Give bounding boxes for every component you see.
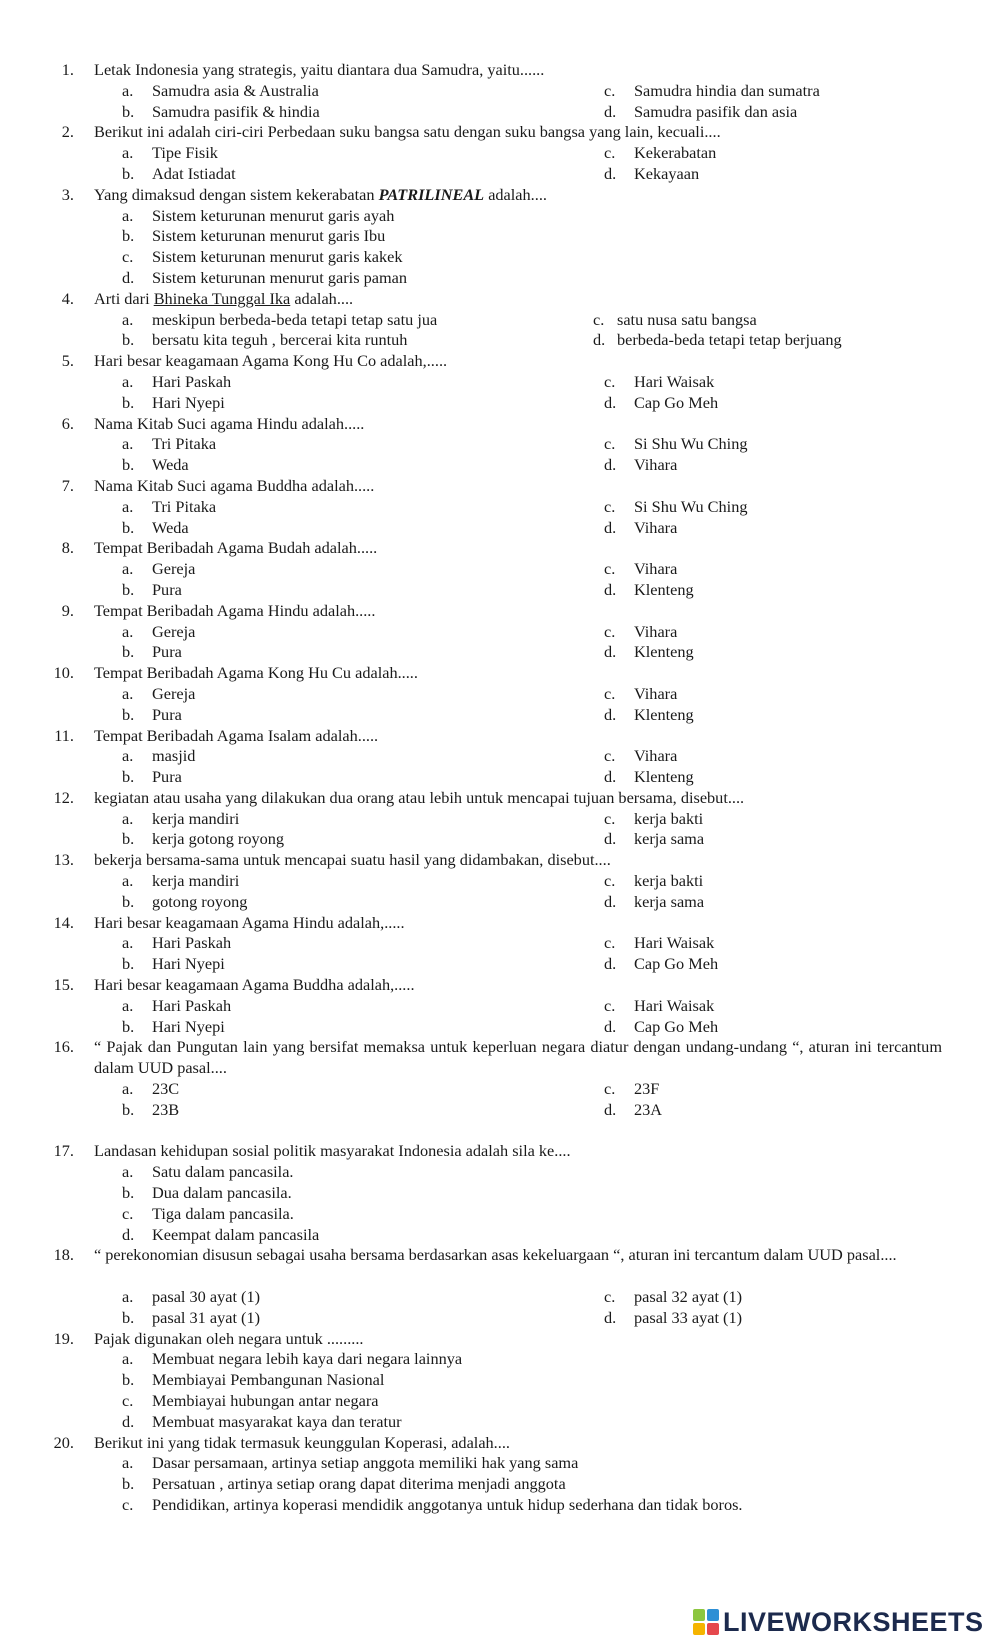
option-d[interactable]: 23A	[634, 1099, 663, 1119]
option-b[interactable]: Pura	[152, 704, 182, 724]
option-c[interactable]: Pendidikan, artinya koperasi mendidik anggotanya untuk hidup sederhana dan tidak boros.	[152, 1494, 743, 1514]
question-number: 15.	[53, 975, 74, 995]
worksheet-line	[0, 247, 1000, 268]
option-letter: b.	[122, 1474, 135, 1494]
option-b[interactable]: bersatu kita teguh , bercerai kita runtuh	[152, 330, 408, 350]
worksheet-line	[0, 1412, 1000, 1433]
option-a[interactable]: Gereja	[152, 621, 196, 641]
worksheet-line	[0, 226, 1000, 247]
option-a[interactable]: 23C	[152, 1079, 180, 1099]
option-letter: b.	[122, 1307, 135, 1327]
option-b[interactable]: gotong royong	[152, 891, 248, 911]
option-letter: a.	[122, 1453, 134, 1473]
question-14	[0, 913, 1000, 934]
option-c[interactable]: Vihara	[634, 559, 678, 579]
option-letter: d.	[604, 579, 617, 599]
liveworksheets-logo-icon	[693, 1609, 719, 1635]
question-number: 13.	[53, 850, 74, 870]
question-number: 18.	[53, 1245, 74, 1265]
worksheet-line	[0, 1162, 1000, 1183]
option-d[interactable]: Klenteng	[634, 704, 694, 724]
question-text: Nama Kitab Suci agama Hindu adalah.....	[94, 413, 365, 433]
worksheet-line	[0, 1121, 1000, 1142]
worksheet-line	[0, 1100, 1000, 1121]
option-a[interactable]: kerja mandiri	[152, 871, 240, 891]
worksheet-line	[0, 705, 1000, 726]
question-number: 3.	[61, 184, 74, 204]
option-c[interactable]: Hari Waisak	[634, 995, 715, 1015]
question-number: 4.	[61, 288, 74, 308]
option-d[interactable]: Klenteng	[634, 642, 694, 662]
option-letter: d.	[604, 642, 617, 662]
option-letter: b.	[122, 954, 135, 974]
question-text: Tempat Beribadah Agama Hindu adalah.....	[94, 600, 376, 620]
question-9	[0, 601, 1000, 622]
option-letter: d.	[604, 1016, 617, 1036]
option-letter: c.	[122, 247, 134, 267]
worksheet-line	[0, 1287, 1000, 1308]
question-13	[0, 850, 1000, 871]
option-a[interactable]: Membuat negara lebih kaya dari negara lainnya	[152, 1349, 463, 1369]
worksheet-line	[0, 892, 1000, 913]
question-2	[0, 122, 1000, 143]
worksheet-line	[0, 559, 1000, 580]
option-letter: d.	[122, 1224, 135, 1244]
option-letter: c.	[604, 683, 616, 703]
question-text: Hari besar keagamaan Agama Kong Hu Co adalah,.....	[94, 351, 448, 371]
worksheet-line	[0, 809, 1000, 830]
worksheet	[0, 60, 1000, 1516]
option-c[interactable]: Membiayai hubungan antar negara	[152, 1391, 379, 1410]
option-letter: b.	[122, 642, 135, 662]
option-letter: a.	[122, 559, 134, 579]
question-keyword: Bhineka Tunggal Ika	[153, 288, 291, 308]
option-letter: d.	[604, 704, 617, 724]
option-letter: a.	[122, 683, 134, 703]
option-letter: c.	[604, 871, 616, 891]
option-letter: b.	[122, 1016, 135, 1036]
option-c[interactable]: Vihara	[634, 683, 678, 703]
option-letter: b.	[122, 1183, 135, 1203]
question-19	[0, 1329, 1000, 1350]
worksheet-line	[0, 518, 1000, 539]
option-letter: b.	[122, 330, 135, 350]
worksheet-line	[0, 933, 1000, 954]
question-number: 5.	[61, 351, 74, 371]
question-number: 2.	[61, 122, 74, 142]
option-letter: d.	[122, 267, 135, 287]
option-a[interactable]: Tri Pitaka	[152, 434, 217, 454]
option-letter: a.	[122, 143, 134, 163]
option-c[interactable]: kerja bakti	[634, 871, 704, 891]
worksheet-line	[0, 954, 1000, 975]
question-text: “ perekonomian disusun sebagai usaha bersama berdasarkan asas kekeluargaan “, aturan ini tercantum dalam UUD pasal....	[94, 1245, 897, 1265]
question-6	[0, 414, 1000, 435]
option-c[interactable]: Hari Waisak	[634, 933, 715, 953]
question-number: 17.	[53, 1141, 74, 1161]
option-letter: b.	[122, 579, 135, 599]
question-number: 14.	[53, 912, 74, 932]
question-text: Nama Kitab Suci agama Buddha adalah.....	[94, 475, 375, 495]
worksheet-line	[0, 871, 1000, 892]
option-letter: a.	[122, 1162, 134, 1182]
option-letter: a.	[122, 1349, 134, 1369]
option-letter: b.	[122, 392, 135, 412]
option-letter: d.	[122, 1411, 135, 1431]
question-number: 9.	[61, 600, 74, 620]
worksheet-line	[0, 767, 1000, 788]
worksheet-line	[0, 1495, 1000, 1516]
option-c[interactable]: kerja bakti	[634, 808, 704, 828]
question-15	[0, 975, 1000, 996]
option-d[interactable]: Membuat masyarakat kaya dan teratur	[152, 1411, 402, 1431]
option-b[interactable]: pasal 31 ayat (1)	[152, 1307, 261, 1327]
option-a[interactable]: Hari Paskah	[152, 933, 232, 953]
question-5	[0, 351, 1000, 372]
option-letter: a.	[122, 371, 134, 391]
option-d[interactable]: Keempat dalam pancasila	[152, 1224, 320, 1244]
question-text	[94, 289, 942, 310]
question-20	[0, 1433, 1000, 1454]
option-d[interactable]: Cap Go Meh	[634, 392, 719, 412]
question-text: bekerja bersama-sama untuk mencapai suatu hasil yang didambakan, disebut....	[94, 850, 611, 870]
question-1	[0, 60, 1000, 81]
option-letter: b.	[122, 101, 135, 121]
option-letter: d.	[604, 954, 617, 974]
option-a[interactable]: Samudra asia & Australia	[152, 80, 319, 100]
option-c[interactable]: Sistem keturunan menurut garis kakek	[152, 247, 403, 267]
question-4	[0, 289, 1000, 310]
question-text: Tempat Beribadah Agama Budah adalah.....	[94, 538, 378, 558]
question-text: Tempat Beribadah Agama Isalam adalah.....	[94, 725, 379, 745]
worksheet-line	[0, 1017, 1000, 1038]
worksheet-line	[0, 1204, 1000, 1225]
option-b[interactable]: Dua dalam pancasila.	[152, 1183, 292, 1203]
question-text: Berikut ini adalah ciri-ciri Perbedaan suku bangsa satu dengan suku bangsa yang lain, kecuali....	[94, 122, 721, 142]
option-a[interactable]: Sistem keturunan menurut garis ayah	[152, 205, 395, 225]
option-letter: c.	[604, 559, 616, 579]
question-3	[0, 185, 1000, 206]
question-number: 19.	[53, 1328, 74, 1348]
worksheet-line	[0, 1225, 1000, 1246]
question-text-part: Arti dari	[94, 288, 154, 308]
question-text: Hari besar keagamaan Agama Buddha adalah,.....	[94, 975, 415, 995]
question-text: “ Pajak dan Pungutan lain yang bersifat memaksa untuk keperluan negara diatur dengan undang-undang “, aturan ini tercantum dalam UUD pasal....	[94, 1037, 942, 1078]
option-b[interactable]: 23B	[152, 1099, 180, 1119]
option-c[interactable]: 23F	[634, 1079, 660, 1099]
worksheet-line	[0, 996, 1000, 1017]
question-number: 12.	[53, 787, 74, 807]
option-d[interactable]: Klenteng	[634, 767, 694, 787]
question-16	[0, 1037, 1000, 1079]
option-letter: c.	[604, 1079, 616, 1099]
worksheet-line	[0, 746, 1000, 767]
question-text: Berikut ini yang tidak termasuk keunggulan Koperasi, adalah....	[94, 1432, 510, 1452]
worksheet-line	[0, 1370, 1000, 1391]
question-text: Pajak digunakan oleh negara untuk .........	[94, 1328, 364, 1348]
worksheet-line	[0, 143, 1000, 164]
option-letter: a.	[122, 309, 134, 329]
question-number: 20.	[53, 1432, 74, 1452]
option-b[interactable]: Pura	[152, 579, 182, 599]
option-letter: a.	[122, 205, 134, 225]
worksheet-line	[0, 1453, 1000, 1474]
worksheet-line	[0, 455, 1000, 476]
option-d[interactable]: Vihara	[634, 455, 678, 475]
option-d[interactable]: Klenteng	[634, 579, 694, 599]
option-c[interactable]: Vihara	[634, 621, 678, 641]
option-d[interactable]: pasal 33 ayat (1)	[634, 1307, 743, 1327]
option-letter: a.	[122, 871, 134, 891]
question-number: 8.	[61, 538, 74, 558]
worksheet-line	[0, 268, 1000, 289]
option-letter: b.	[122, 163, 135, 183]
option-c[interactable]: Si Shu Wu Ching	[634, 496, 748, 516]
option-b[interactable]: Hari Nyepi	[152, 1016, 225, 1036]
option-letter: c.	[604, 80, 616, 100]
option-d[interactable]: kerja sama	[634, 829, 705, 849]
option-letter: d.	[604, 1099, 617, 1119]
liveworksheets-brand[interactable]	[693, 1604, 984, 1640]
option-letter: d.	[604, 392, 617, 412]
option-letter: c.	[604, 496, 616, 516]
option-letter: b.	[122, 829, 135, 849]
worksheet-line	[0, 81, 1000, 102]
option-letter: a.	[122, 933, 134, 953]
option-letter: c.	[604, 1287, 616, 1307]
option-a[interactable]: Satu dalam pancasila.	[152, 1162, 294, 1182]
worksheet-line	[0, 102, 1000, 123]
question-text: Letak Indonesia yang strategis, yaitu diantara dua Samudra, yaitu......	[94, 60, 545, 79]
option-letter: c.	[122, 1203, 134, 1223]
option-letter: c.	[122, 1494, 134, 1514]
option-d[interactable]: Cap Go Meh	[634, 954, 719, 974]
option-letter: c.	[593, 309, 605, 329]
option-letter: c.	[604, 746, 616, 766]
option-d[interactable]: Sistem keturunan menurut garis paman	[152, 267, 408, 287]
option-a[interactable]: pasal 30 ayat (1)	[152, 1287, 261, 1307]
option-letter: c.	[604, 808, 616, 828]
option-letter: d.	[593, 330, 606, 350]
option-b[interactable]: Adat Istiadat	[152, 163, 236, 183]
worksheet-line	[0, 1079, 1000, 1100]
question-text-part: adalah....	[290, 288, 354, 308]
option-letter: c.	[604, 995, 616, 1015]
worksheet-line	[0, 580, 1000, 601]
option-a[interactable]: Hari Paskah	[152, 995, 232, 1015]
question-number: 10.	[53, 663, 74, 683]
question-11	[0, 726, 1000, 747]
option-c[interactable]: Kekerabatan	[634, 143, 717, 163]
question-18	[0, 1245, 1000, 1287]
question-text-part: Yang dimaksud dengan sistem kekerabatan	[94, 184, 379, 204]
option-b[interactable]: Weda	[152, 455, 189, 475]
option-letter: a.	[122, 621, 134, 641]
option-d[interactable]: Vihara	[634, 517, 678, 537]
option-b[interactable]: Hari Nyepi	[152, 954, 225, 974]
question-text	[94, 185, 942, 206]
worksheet-line	[0, 206, 1000, 227]
question-7	[0, 476, 1000, 497]
question-12	[0, 788, 1000, 809]
option-b[interactable]: kerja gotong royong	[152, 829, 285, 849]
worksheet-line	[0, 622, 1000, 643]
option-letter: a.	[122, 746, 134, 766]
option-b[interactable]: Weda	[152, 517, 189, 537]
option-c[interactable]: Hari Waisak	[634, 371, 715, 391]
option-letter: a.	[122, 1079, 134, 1099]
worksheet-line	[0, 1349, 1000, 1370]
question-text: Tempat Beribadah Agama Kong Hu Cu adalah.....	[94, 663, 418, 683]
question-number: 7.	[61, 475, 74, 495]
worksheet-line	[0, 684, 1000, 705]
option-letter: a.	[122, 496, 134, 516]
option-letter: a.	[122, 995, 134, 1015]
worksheet-line	[0, 310, 1000, 331]
option-b[interactable]: Pura	[152, 642, 182, 662]
option-letter: b.	[122, 455, 135, 475]
option-letter: c.	[604, 621, 616, 641]
option-c[interactable]: Si Shu Wu Ching	[634, 434, 748, 454]
option-letter: c.	[604, 434, 616, 454]
option-letter: d.	[604, 163, 617, 183]
option-letter: b.	[122, 1370, 135, 1390]
worksheet-line	[0, 829, 1000, 850]
option-c[interactable]: pasal 32 ayat (1)	[634, 1287, 743, 1307]
question-text: Hari besar keagamaan Agama Hindu adalah,.....	[94, 912, 405, 932]
option-letter: b.	[122, 226, 135, 246]
question-number: 6.	[61, 413, 74, 433]
option-a[interactable]: kerja mandiri	[152, 808, 240, 828]
option-letter: c.	[604, 143, 616, 163]
worksheet-line	[0, 642, 1000, 663]
option-d[interactable]: Kekayaan	[634, 163, 700, 183]
option-a[interactable]: Tri Pitaka	[152, 496, 217, 516]
option-letter: d.	[604, 891, 617, 911]
option-a[interactable]: Gereja	[152, 559, 196, 579]
question-text: Landasan kehidupan sosial politik masyarakat Indonesia adalah sila ke....	[94, 1141, 571, 1161]
option-letter: d.	[604, 767, 617, 787]
option-letter: d.	[604, 517, 617, 537]
option-letter: a.	[122, 808, 134, 828]
worksheet-line	[0, 1308, 1000, 1329]
worksheet-line	[0, 1183, 1000, 1204]
option-letter: b.	[122, 1099, 135, 1119]
option-letter: c.	[604, 371, 616, 391]
option-letter: a.	[122, 434, 134, 454]
question-number: 16.	[53, 1037, 74, 1057]
option-b[interactable]: Pura	[152, 767, 182, 787]
option-letter: b.	[122, 704, 135, 724]
question-keyword: PATRILINEAL	[378, 184, 485, 204]
option-a[interactable]: Tipe Fisik	[152, 143, 218, 163]
question-text: kegiatan atau usaha yang dilakukan dua orang atau lebih untuk mencapai tujuan bersama, disebut....	[94, 787, 745, 807]
worksheet-line	[0, 434, 1000, 455]
option-letter: b.	[122, 517, 135, 537]
option-letter: d.	[604, 455, 617, 475]
option-c[interactable]: Tiga dalam pancasila.	[152, 1203, 294, 1223]
worksheet-line	[0, 330, 1000, 351]
option-letter: c.	[604, 933, 616, 953]
option-letter: b.	[122, 891, 135, 911]
option-letter: a.	[122, 1287, 134, 1307]
question-number: 1.	[61, 60, 74, 79]
option-b[interactable]: Hari Nyepi	[152, 392, 225, 412]
question-17	[0, 1141, 1000, 1162]
worksheet-line	[0, 497, 1000, 518]
option-b[interactable]: Samudra pasifik & hindia	[152, 101, 320, 121]
option-b[interactable]: Persatuan , artinya setiap orang dapat diterima menjadi anggota	[152, 1474, 566, 1494]
option-d[interactable]: kerja sama	[634, 891, 705, 911]
option-d[interactable]: berbeda-beda tetapi tetap berjuang	[617, 330, 842, 350]
option-letter: d.	[604, 101, 617, 121]
option-a[interactable]: meskipun berbeda-beda tetapi tetap satu jua	[152, 309, 438, 329]
option-c[interactable]: Vihara	[634, 746, 678, 766]
option-letter: a.	[122, 80, 134, 100]
question-number: 11.	[54, 725, 74, 745]
question-8	[0, 538, 1000, 559]
worksheet-line	[0, 393, 1000, 414]
option-a[interactable]: Dasar persamaan, artinya setiap anggota memiliki hak yang sama	[152, 1453, 579, 1473]
worksheet-line	[0, 164, 1000, 185]
option-letter: c.	[122, 1391, 134, 1410]
option-c[interactable]: satu nusa satu bangsa	[617, 309, 757, 329]
option-letter: b.	[122, 767, 135, 787]
brand-name: LIVEWORKSHEETS	[723, 1606, 984, 1637]
option-b[interactable]: Sistem keturunan menurut garis Ibu	[152, 226, 386, 246]
question-text-part: adalah....	[484, 184, 547, 204]
option-a[interactable]: Gereja	[152, 683, 196, 703]
option-letter: d.	[604, 1307, 617, 1327]
option-d[interactable]: Cap Go Meh	[634, 1016, 719, 1036]
option-a[interactable]: masjid	[152, 746, 196, 766]
worksheet-line	[0, 1474, 1000, 1495]
option-a[interactable]: Hari Paskah	[152, 371, 232, 391]
option-b[interactable]: Membiayai Pembangunan Nasional	[152, 1370, 385, 1390]
option-d[interactable]: Samudra pasifik dan asia	[634, 101, 798, 121]
question-10	[0, 663, 1000, 684]
worksheet-line	[0, 372, 1000, 393]
option-letter: d.	[604, 829, 617, 849]
worksheet-line	[0, 1391, 1000, 1412]
option-c[interactable]: Samudra hindia dan sumatra	[634, 80, 820, 100]
